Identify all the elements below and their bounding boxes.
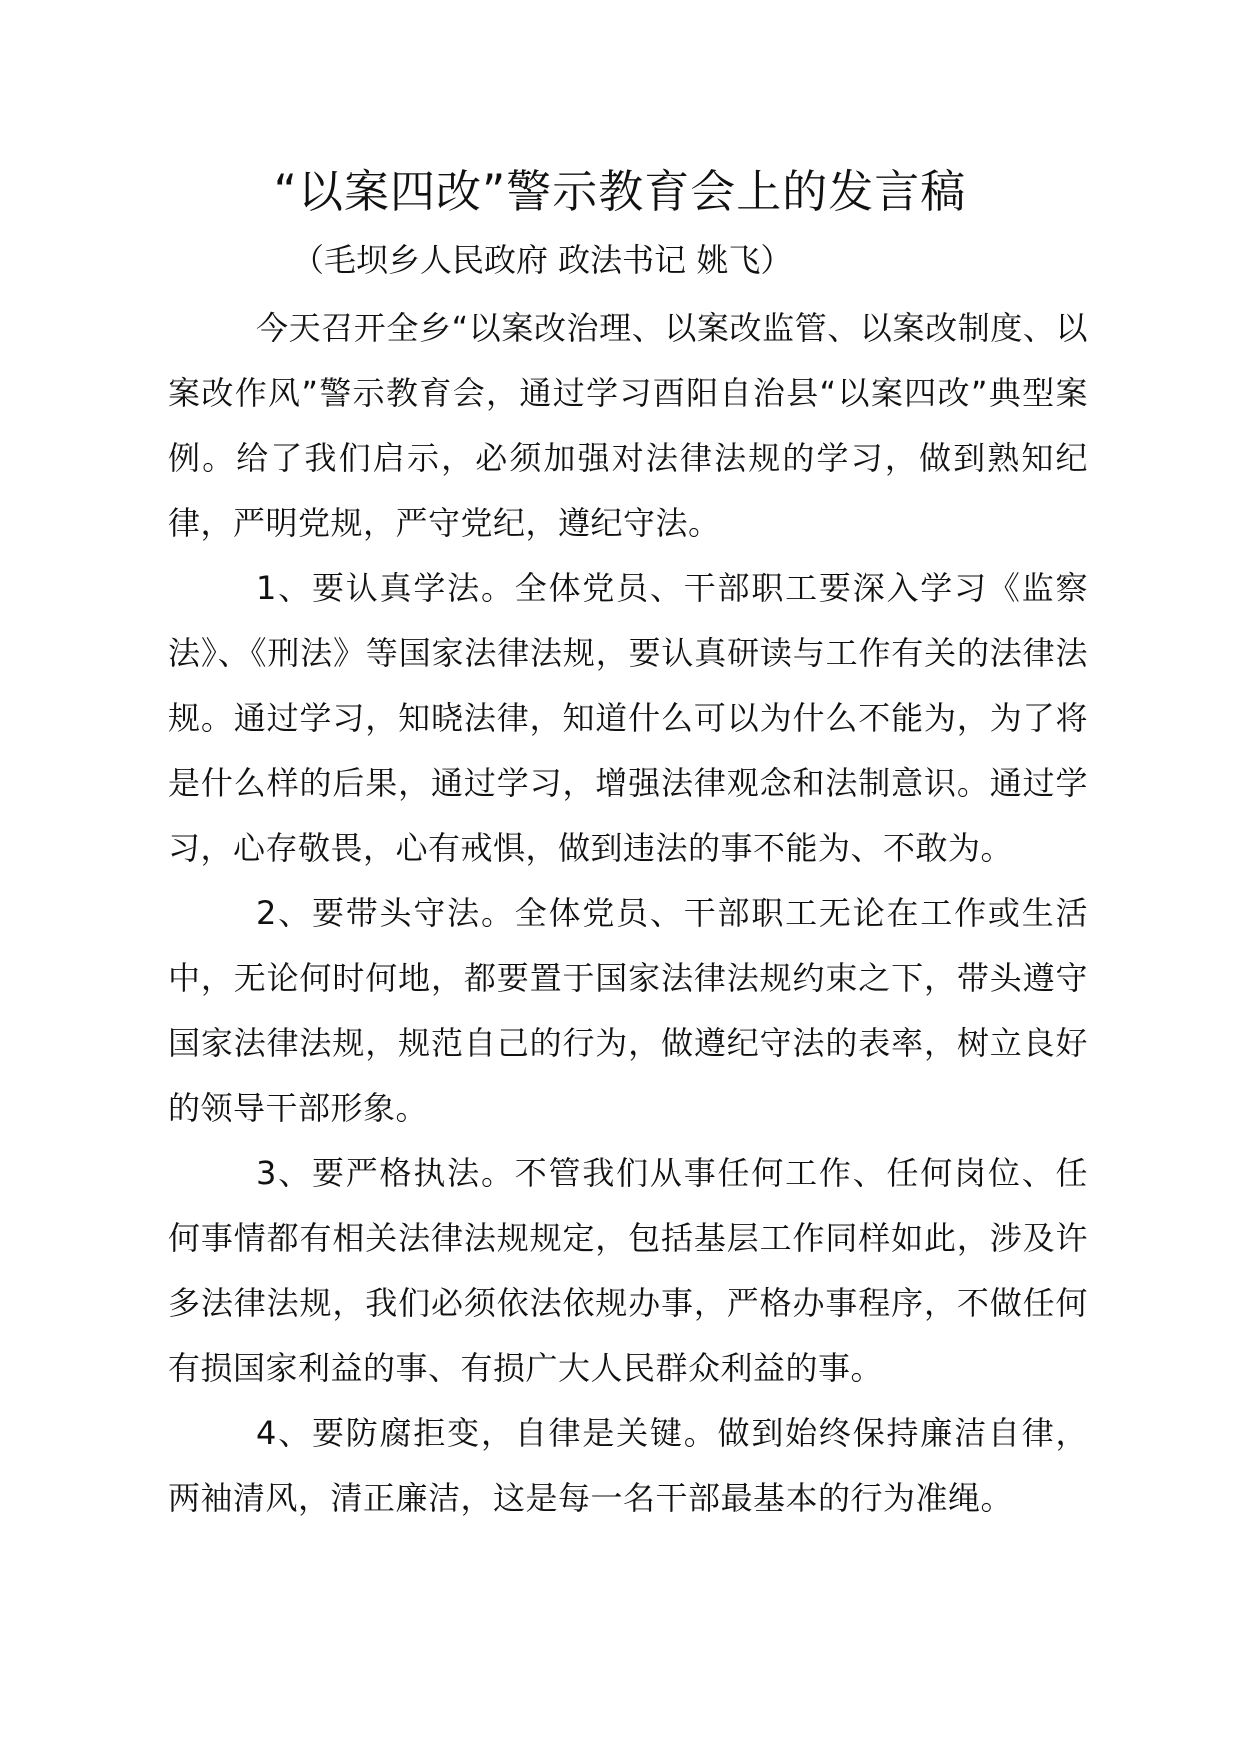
paragraph-point-4: 4、要防腐拒变，自律是关键。做到始终保持廉洁自律，两袖清风，清正廉洁，这是每一名干部最基本的行为准绳。 [168, 1414, 1088, 1517]
document-byline: （毛坝乡人民政府 政法书记 姚飞） [292, 241, 793, 279]
document-body [168, 296, 1088, 1531]
paragraph-point-1: 1、要认真学法。全体党员、干部职工要深入学习《监察法》、《刑法》等国家法律法规，要认真研读与工作有关的法律法规。通过学习，知晓法律，知道什么可以为什么不能为，为了将是什么样的后果，通过学习，增强法律观念和法制意识。通过学习，心存敬畏，心有戒惧，做到违法的事不能为、不敢为。 [168, 569, 1088, 867]
paragraph-point-3: 3、要严格执法。不管我们从事任何工作、任何岗位、任何事情都有相关法律法规规定，包括基层工作同样如此，涉及许多法律法规，我们必须依法依规办事，严格办事程序，不做任何有损国家利益的事、有损广大人民群众利益的事。 [168, 1154, 1088, 1387]
document-title: “以案四改”警示教育会上的发言稿 [273, 165, 967, 218]
paragraph-point-2: 2、要带头守法。全体党员、干部职工无论在工作或生活中，无论何时何地，都要置于国家法律法规约束之下，带头遵守国家法律法规，规范自己的行为，做遵纪守法的表率，树立良好的领导干部形象。 [168, 894, 1088, 1127]
paragraph-intro: 今天召开全乡“以案改治理、以案改监管、以案改制度、以案改作风”警示教育会，通过学习酉阳自治县“以案四改”典型案例。给了我们启示，必须加强对法律法规的学习，做到熟知纪律，严明党规，严守党纪，遵纪守法。 [168, 309, 1088, 542]
